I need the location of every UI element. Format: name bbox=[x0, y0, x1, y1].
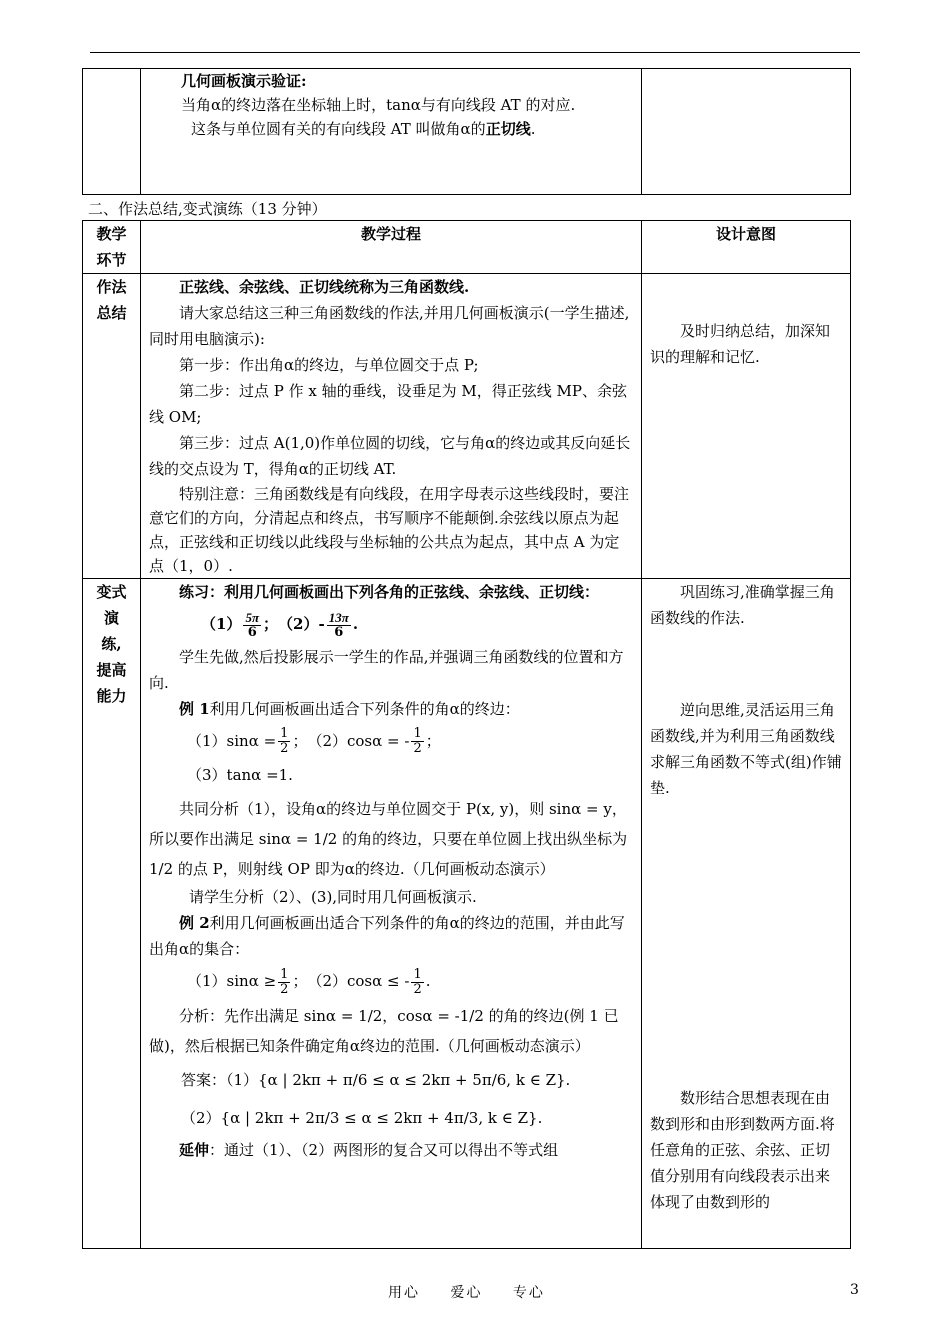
zuofa-intent-text: 及时归纳总结，加深知识的理解和记忆. bbox=[650, 322, 831, 366]
label-zuofa: 作法总结 bbox=[83, 274, 141, 579]
answer2: （2）{α | 2kπ + 2π/3 ≤ α ≤ 2kπ + 4π/3, k ∈ Z}. bbox=[181, 1108, 543, 1127]
ex-title: 练习：利用几何画板画出下列各角的正弦线、余弦线、正切线： bbox=[179, 583, 600, 601]
top-title: 几何画板演示验证: bbox=[181, 72, 307, 90]
zuofa-p5: 第三步：过点 A(1,0)作单位圆的切线，它与角α的终边或其反向延长线的交点设为 T，得角α的正切线 AT. bbox=[149, 434, 631, 478]
answer1: 答案：（1）{α | 2kπ + π/6 ≤ α ≤ 2kπ + 5π/6, k ∈ Z}. bbox=[181, 1070, 571, 1089]
ext-label: 延伸 bbox=[179, 1140, 210, 1159]
top-line2a: 这条与单位圆有关的有向线段 AT 叫做角α的 bbox=[191, 120, 486, 138]
intent3: 数形结合思想表现在由数到形和由形到数两方面.将任意角的正弦、余弦、正切值分别用有向线段表示出来体现了由数到形的 bbox=[650, 1089, 835, 1211]
analysis2: 请学生分析（2）、(3),同时用几何画板演示. bbox=[189, 888, 477, 906]
zuofa-p4: 第二步：过点 P 作 x 轴的垂线，设垂足为 M，得正弦线 MP、余弦线 OM; bbox=[149, 382, 627, 426]
intent1: 巩固练习,准确掌握三角函数线的作法. bbox=[650, 583, 835, 627]
header-col2: 教学过程 bbox=[141, 221, 642, 274]
top-intent-cell bbox=[642, 69, 851, 195]
bianshi-process bbox=[141, 579, 642, 1249]
eg2-text: 利用几何画板画出适合下列条件的角α的终边的范围，并由此写出角α的集合： bbox=[149, 914, 625, 958]
eg1-label: 例 1 bbox=[179, 699, 210, 718]
top-empty-cell bbox=[83, 69, 141, 195]
top-line2b: 正切线 bbox=[485, 120, 531, 138]
ex-items: （1） $\frac{5\pi}{6}$ ； （2）- $\frac{13\pi}{6}$ . bbox=[201, 609, 359, 640]
zuofa-process bbox=[141, 274, 642, 579]
footer: 用心 爱心 专心 bbox=[388, 1285, 545, 1301]
top-line1: 当角α的终边落在坐标轴上时，tanα与有向线段 AT 的对应. bbox=[181, 96, 576, 114]
eg1-conditions: （1）sinα = $\frac{1}{2}$ ； （2）cosα = - $\frac{1}{2}$ ； bbox=[187, 726, 441, 756]
eg1-cond3: （3）tanα =1. bbox=[187, 766, 293, 784]
header-col1: 教学环节 bbox=[83, 221, 141, 274]
top-line2c: . bbox=[530, 120, 536, 138]
header-rule bbox=[90, 52, 860, 53]
header-col3: 设计意图 bbox=[642, 221, 851, 274]
main-table bbox=[82, 220, 851, 1249]
zuofa-intent bbox=[642, 274, 851, 579]
page-number: 3 bbox=[850, 1282, 859, 1298]
intent2: 逆向思维,灵活运用三角函数线,并为利用三角函数线求解三角函数不等式(组)作铺垫. bbox=[650, 701, 842, 797]
eg2-conditions: （1）sinα ≥ $\frac{1}{2}$ ； （2）cosα ≤ - $\frac{1}{2}$ . bbox=[187, 966, 431, 997]
eg2-label: 例 2 bbox=[179, 914, 210, 932]
bianshi-intent bbox=[642, 579, 851, 1249]
p-show: 学生先做,然后投影展示一学生的作品,并强调三角函数线的位置和方向. bbox=[149, 647, 624, 692]
zuofa-p3: 第一步：作出角α的终边，与单位圆交于点 P; bbox=[179, 356, 479, 374]
analysis1: 共同分析（1），设角α的终边与单位圆交于 P(x, y)，则 sinα = y，所以要作出满足 sinα = 1/2 的角的终边，只要在单位圆上找出纵坐标为 1/2 的点 P，则射线 OP 即为α的终边.（几何画板动态演示） bbox=[149, 800, 628, 878]
label-bianshi: 变式演练,提高能力 bbox=[83, 579, 141, 1249]
analysis3: 分析：先作出满足 sinα = 1/2，cosα = -1/2 的角的终边(例 1 已做)，然后根据已知条件确定角α终边的范围.（几何画板动态演示） bbox=[149, 1006, 619, 1055]
section-title: 二、作法总结,变式演练（13 分钟） bbox=[88, 200, 327, 218]
ext-text: ：通过（1）、（2）两图形的复合又可以得出不等式组 bbox=[209, 1140, 559, 1159]
zuofa-p2: 请大家总结这三种三角函数线的作法,并用几何画板演示(一学生描述,同时用电脑演示): bbox=[149, 304, 630, 348]
top-table bbox=[82, 68, 851, 195]
zuofa-p6: 特别注意：三角函数线是有向线段，在用字母表示这些线段时，要注意它们的方向，分清起点和终点，书写顺序不能颠倒.余弦线以原点为起点，正弦线和正切线以此线段与坐标轴的公共点为起点，其中点 A 为定点（1，0）. bbox=[149, 485, 630, 575]
eg1-text: 利用几何画板画出适合下列条件的角α的终边： bbox=[209, 699, 520, 718]
top-process-cell bbox=[141, 69, 642, 195]
zuofa-p1: 正弦线、余弦线、正切线统称为三角函数线. bbox=[179, 278, 470, 296]
